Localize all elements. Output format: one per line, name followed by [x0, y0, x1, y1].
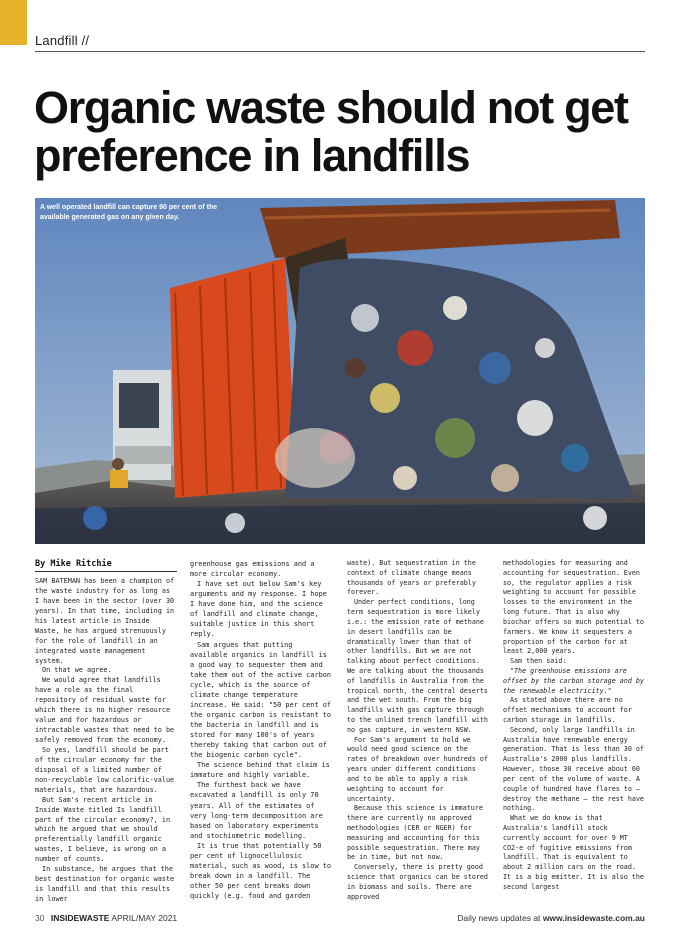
- paragraph: Conversely, there is pretty good science that organics can be stored in biomass and soils. There are approved: [347, 863, 488, 901]
- paragraph: It is true that potentially 50 per cent of lignocellulosic material, such as wood, is slow to break down in a landfill. The other 50 per cent breaks down quickly (e.g. food and garden: [190, 841, 332, 901]
- landfill-photo: [35, 198, 645, 544]
- paragraph: On that we agree.: [42, 666, 112, 675]
- paragraph: Under perfect conditions, long term sequestration is more likely i.e.: the emission rate of methane in desert landfills can be dramatically lower than that of other landfills. But we are not talking about perfect conditions. We are talking about the thousands of landfills in Australia from the tropical north, the central deserts and the wet south. From the big landfills with gas capture through to the unlined trench landfill with no gas capture, in western NSW.: [347, 598, 488, 734]
- paragraph: Sam argues that putting available organics in landfill is a good way to sequester them and take them out of the active carbon cycle, which is the source of climate change temperature increase. He said: "50 per cent of the organic carbon is resistant to the bacteria in landfill and is stored for many 100's of years thereby taking that carbon out of the biogenic carbon cycle".: [190, 640, 332, 760]
- headline-line-1: Organic waste should not get: [34, 82, 628, 133]
- paragraph: In substance, he argues that the best destination for organic waste is landfill and that this results in lower: [35, 865, 175, 903]
- footer-right: [457, 913, 645, 923]
- byline-divider: [35, 571, 177, 572]
- paragraph: What we do know is that Australia's landfill stock currently account for over 9 MT CO2-e of fugitive emissions from landfill. That is equivalent to about 2 million cars on the road. It is a big emitter. It is also the second largest: [503, 814, 644, 891]
- paragraph: Sam then said:: [510, 657, 567, 666]
- paragraph: methodologies for measuring and accounting for sequestration. Even so, the regulator applies a risk weighting to account for possible losses to the environment in the long future. That is also why biochar offers so much potential to farmers. We know it sequesters a proportion of the carbon for at least 2,000 years.: [503, 559, 644, 656]
- paragraph: Because this science is immature there are currently no approved methodologies (CER or NGER) for measuring and accounting for this possible sequestration. There may be in time, but not now.: [347, 804, 483, 862]
- paragraph: SAM BATEMAN has been a champion of the waste industry for as long as I have been in the sector (over 30 years). In that time, including in his latest article in Inside Waste, he has argued strenuously for the role of landfill in an integrated waste management system.: [35, 577, 175, 665]
- footer-left: [35, 913, 177, 923]
- header-divider: [35, 51, 645, 52]
- paragraph: greenhouse gas emissions and a more circular economy.: [190, 560, 315, 579]
- paragraph: For Sam's argument to hold we would need good science on the rates of breakdown over hundreds of years under different conditions and to be able to apply a risk weighting to account for uncertainty.: [347, 735, 488, 803]
- paragraph: I have set out below Sam's key arguments and my response. I hope I have done him, and the science of landfill and climate change, suitable justice in this short reply.: [190, 580, 327, 639]
- section-label: Landfill //: [35, 33, 90, 48]
- article-column-3: [347, 559, 489, 902]
- paragraph: But Sam's recent article in Inside Waste titled Is landfill part of the circular economy?, in which he argued that we should preferentially landfill organic wastes, I believe, is wrong on a number of counts.: [35, 795, 171, 864]
- publication-name: INSIDEWASTE: [50, 913, 110, 923]
- section-color-tab: [0, 0, 27, 45]
- article-column-1: [35, 577, 177, 905]
- paragraph: The science behind that claim is immature and highly variable.: [190, 761, 330, 780]
- photo-caption: A well operated landfill can capture 90 per cent of the available generated gas on any given day.: [40, 204, 218, 221]
- article-headline: [34, 84, 654, 180]
- paragraph: We would agree that landfills have a role as the final repository of residual waste for which there is no higher resource value and for hazardous or intractable wastes that need to be safely removed from the economy.: [35, 676, 175, 744]
- paragraph: As stated above there are no offset mechanisms to account for carbon storage in landfills.: [503, 696, 632, 724]
- paragraph: So yes, landfill should be part of the circular economy for the disposal of a limited number of non-recyclable low calorific-value materials, that are hazardous.: [35, 745, 175, 794]
- paragraph: waste). But sequestration in the context of climate change means thousands of years or preferably forever.: [347, 559, 476, 597]
- pull-quote: "The greenhouse emissions are offset by the carbon storage and by the renewable electricity.": [503, 666, 644, 695]
- page-number: 30: [35, 913, 45, 923]
- footer-prefix: Daily news updates at: [457, 913, 541, 923]
- landfill-truck-illustration: [35, 198, 645, 544]
- paragraph: Second, only large landfills in Australia have renewable energy generation. That is less than 30 of Australia's 2000 plus landfills. However, those 30 receive about 60 per cent of the volume of waste. A couple of hundred have flares to – destroy the methane – the rest have nothing.: [503, 725, 644, 813]
- issue-date: APRIL/MAY 2021: [111, 913, 178, 923]
- byline: By Mike Ritchie: [35, 559, 112, 569]
- paragraph: The furthest back we have excavated a landfill is only 70 years. All of the estimates of very long-term decomposition are based on laboratory experiments and stochiometric modelling.: [190, 781, 323, 840]
- article-column-2: [190, 559, 332, 901]
- article-column-4: [503, 559, 645, 893]
- headline-line-2: preference in landfills: [34, 130, 470, 181]
- website-link[interactable]: www.insidewaste.com.au: [542, 913, 645, 923]
